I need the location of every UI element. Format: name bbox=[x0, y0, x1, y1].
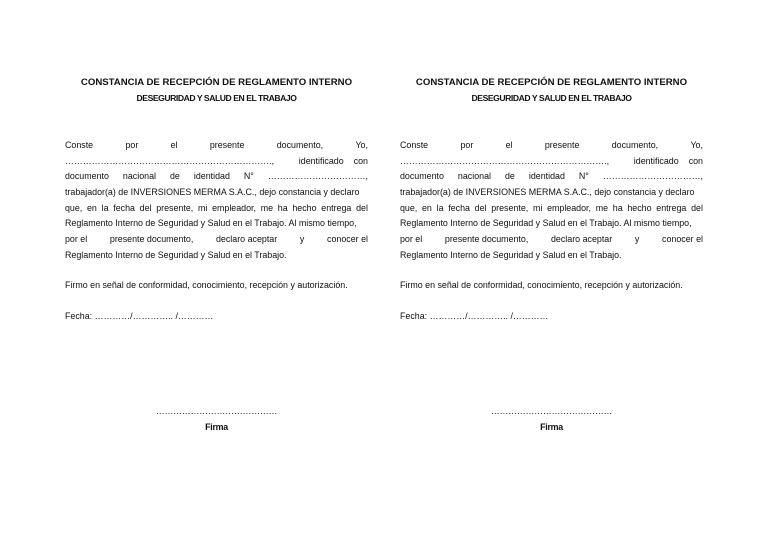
declaration-body bbox=[65, 138, 368, 264]
declaration-line-1: Conste por el presente documento, Yo, bbox=[65, 140, 368, 150]
declaration-line-1: Conste por el presente documento, Yo, bbox=[400, 140, 703, 150]
name-blank: ……………………………………………………………., bbox=[65, 155, 275, 166]
declaration-line-5: que, en la fecha del presente, mi empleador, me ha hecho entrega del bbox=[400, 202, 703, 213]
id-number-blank: ……………………………, bbox=[267, 171, 368, 182]
declaration-body bbox=[400, 138, 703, 264]
date-field: Fecha: …………/………….. /………… bbox=[400, 311, 549, 321]
declaration-line-6: Reglamento Interno de Seguridad y Salud en el Trabajo. Al mismo tiempo, bbox=[400, 218, 692, 229]
signature-line: …………………………………… bbox=[155, 406, 278, 416]
left-form-copy bbox=[65, 0, 368, 543]
declaration-line-7: por el presente documento, declaro aceptar y conocer el bbox=[400, 234, 703, 245]
document-title: CONSTANCIA DE RECEPCIÓN DE REGLAMENTO INTERNO bbox=[415, 77, 688, 88]
signature-label: Firma bbox=[205, 422, 228, 432]
declaration-line-4: trabajador(a) de INVERSIONES MERMA S.A.C., dejo constancia y declaro bbox=[65, 187, 360, 198]
declaration-line-2: ……………………………………………………………., identificado con bbox=[400, 154, 703, 170]
date-field: Fecha: …………/………….. /………… bbox=[65, 311, 214, 321]
document-subtitle: DESEGURIDAD Y SALUD EN EL TRABAJO bbox=[471, 93, 632, 103]
declaration-line-8: Reglamento Interno de Seguridad y Salud en el Trabajo. bbox=[400, 249, 622, 260]
signature-label: Firma bbox=[540, 422, 563, 432]
right-form-copy bbox=[400, 0, 703, 543]
consent-statement: Firmo en señal de conformidad, conocimiento, recepción y autorización. bbox=[65, 280, 348, 290]
name-blank: ……………………………………………………………., bbox=[400, 155, 610, 166]
declaration-line-4: trabajador(a) de INVERSIONES MERMA S.A.C., dejo constancia y declaro bbox=[400, 187, 695, 198]
id-number-blank: ……………………………, bbox=[602, 171, 703, 182]
declaration-line-2: ……………………………………………………………., identificado con bbox=[65, 154, 368, 170]
declaration-line-3: documento nacional de identidad N° ……………………………, bbox=[400, 169, 703, 185]
signature-line: …………………………………… bbox=[490, 406, 613, 416]
declaration-line-5: que, en la fecha del presente, mi empleador, me ha hecho entrega del bbox=[65, 202, 368, 213]
document-subtitle: DESEGURIDAD Y SALUD EN EL TRABAJO bbox=[136, 93, 297, 103]
declaration-line-3: documento nacional de identidad N° ……………………………, bbox=[65, 169, 368, 185]
declaration-line-6: Reglamento Interno de Seguridad y Salud en el Trabajo. Al mismo tiempo, bbox=[65, 218, 357, 229]
declaration-line-8: Reglamento Interno de Seguridad y Salud en el Trabajo. bbox=[65, 249, 287, 260]
consent-statement: Firmo en señal de conformidad, conocimiento, recepción y autorización. bbox=[400, 280, 683, 290]
document-title: CONSTANCIA DE RECEPCIÓN DE REGLAMENTO INTERNO bbox=[80, 77, 353, 88]
declaration-line-7: por el presente documento, declaro aceptar y conocer el bbox=[65, 234, 368, 245]
